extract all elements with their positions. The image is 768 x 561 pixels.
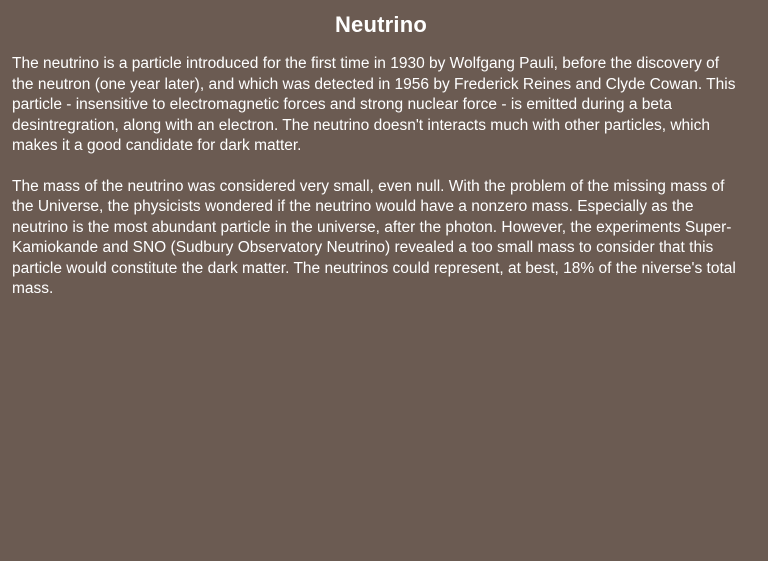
page-title: Neutrino <box>334 12 428 37</box>
paragraph-2: The mass of the neutrino was considered very small, even null. With the problem of the missing mass of the Universe, the physicists wondered if the neutrino would have a nonzero mass. Especially as the neutrino is the most abundant particle in the universe, after the photon. However, the experiments Super-Kamiokande and SNO (Sudbury Observatory Neutrino) revealed a too small mass to consider that this particle would constitute the dark matter. The neutrinos could represent, at best, 18% of the niverse's total mass. <box>12 177 736 297</box>
paragraph-1: The neutrino is a particle introduced for the first time in 1930 by Wolfgang Pauli, before the discovery of the neutron (one year later), and which was detected in 1956 by Frederick Reines and Clyde Cowan. This particle - insensitive to electromagnetic forces and strong nuclear force - is emitted during a beta desintregration, along with an electron. The neutrino doesn't interacts much with other particles, which makes it a good candidate for dark matter. <box>12 55 736 154</box>
